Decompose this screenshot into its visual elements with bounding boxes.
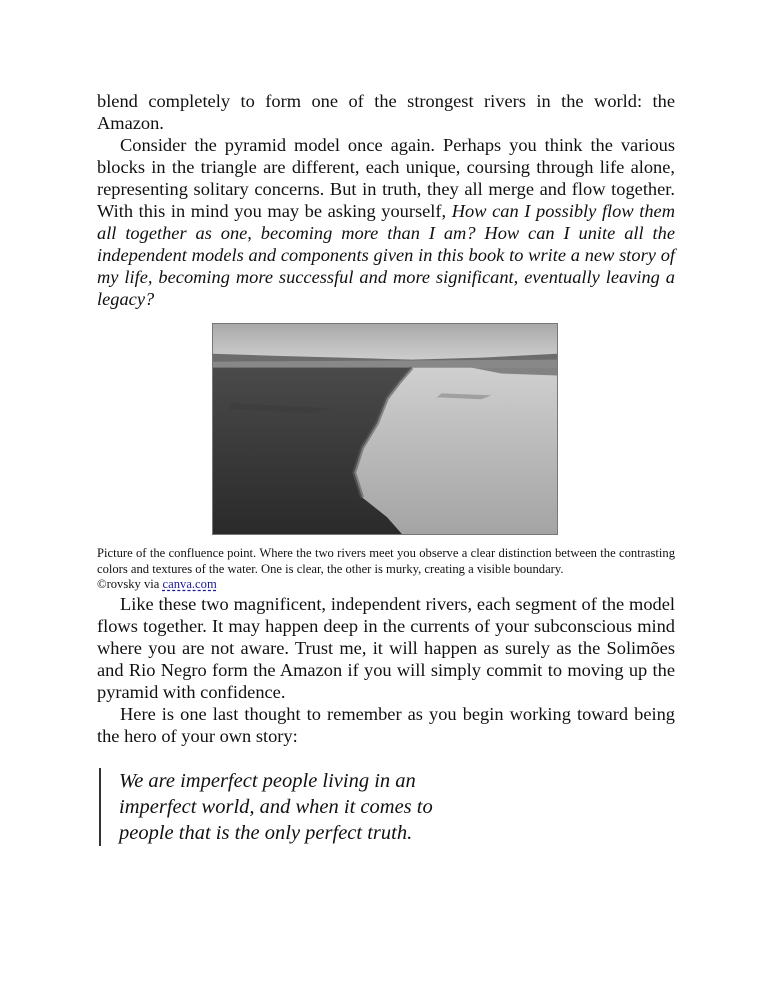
paragraph-amazon: blend completely to form one of the strongest rivers in the world: the Amazon. [97, 91, 675, 133]
paragraph-rivers: Like these two magnificent, independent rivers, each segment of the model flows together. It may happen deep in the currents of your subconscious mind where you are not aware. Trust me, it will happen as surely as the Solimões and Rio Negro form the Amazon if you will simply commit to moving up the pyramid with confidence. [97, 593, 675, 702]
figure-caption: Picture of the confluence point. Where the two rivers meet you observe a clear distinction between the contrasting colors and textures of the water. One is clear, the other is murky, creating a visible boundary. [97, 546, 675, 576]
river-confluence-image [213, 324, 557, 534]
paragraph-pyramid-text: Consider the pyramid model once again. Perhaps you think the various blocks in the triangle are different, each unique, coursing through life alone, representing solitary concerns. But in truth, they all merge and flow together. With this in mind you may be asking yourself, [97, 135, 675, 221]
river-confluence-photo [212, 323, 558, 535]
page-content [97, 90, 675, 846]
paragraph-pyramid [97, 134, 675, 310]
credit-prefix: ©rovsky via [97, 577, 163, 591]
quote-line-2: imperfect world, and when it comes to [119, 795, 433, 818]
quote-line-1: We are imperfect people living in an [119, 769, 416, 792]
quote-line-3: people that is the only perfect truth. [119, 821, 413, 844]
paragraph-last-thought: Here is one last thought to remember as you begin working toward being the hero of your own story: [97, 703, 675, 746]
pull-quote [99, 768, 449, 846]
figure-credit [97, 577, 675, 593]
canva-link[interactable]: canva.com [162, 577, 217, 591]
paragraph-pyramid-question: How can I possibly flow them all together as one, becoming more than I am? How can I unite all the independent models and components given in this book to write a new story of my life, becoming more successful and more significant, eventually leaving a legacy? [97, 201, 675, 309]
